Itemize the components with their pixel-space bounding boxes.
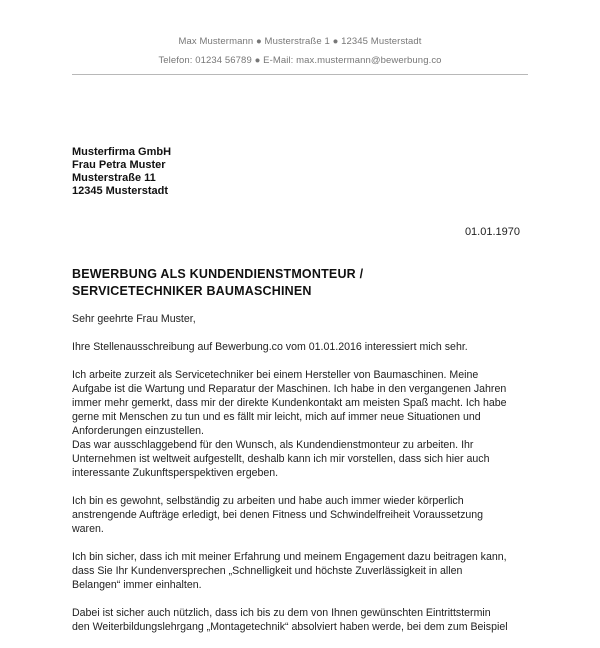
- paragraph-line: Aufgabe ist die Wartung und Reparatur der Maschinen. Ich habe in den vergangenen Jahren: [72, 383, 507, 395]
- paragraph-line: Ich arbeite zurzeit als Servicetechniker bei einem Hersteller von Baumaschinen. Meine: [72, 369, 479, 381]
- letter-date: 01.01.1970: [464, 226, 520, 238]
- sender-address-line: Max Mustermann ● Musterstraße 1 ● 12345 Musterstadt: [178, 36, 422, 47]
- subject-line-1: BEWERBUNG ALS KUNDENDIENSTMONTEUR /: [72, 267, 364, 281]
- recipient-company: Musterfirma GmbH: [72, 146, 172, 158]
- paragraph-line: Anforderungen einzustellen.: [72, 425, 204, 437]
- intro-paragraph: Ihre Stellenausschreibung auf Bewerbung.co vom 01.01.2016 interessiert mich sehr.: [72, 341, 468, 353]
- subject-line-2: SERVICETECHNIKER BAUMASCHINEN: [72, 284, 312, 298]
- paragraph-line: interessante Zukunftsperspektiven ergeben.: [72, 467, 279, 479]
- letter-subject: [72, 266, 542, 300]
- paragraph-4: [72, 606, 542, 634]
- paragraph-line: waren.: [72, 523, 104, 535]
- header-divider: [72, 74, 528, 75]
- recipient-street: Musterstraße 11: [72, 172, 156, 184]
- salutation: Sehr geehrte Frau Muster,: [72, 313, 196, 325]
- paragraph-line: Ich bin es gewohnt, selbständig zu arbeiten und habe auch immer wieder körperlich: [72, 495, 464, 507]
- paragraph-line: gerne mit Menschen zu tun und es fällt mir leicht, mich auf immer neue Situationen und: [72, 411, 481, 423]
- paragraph-line: dass Sie Ihr Kundenversprechen „Schnelligkeit und höchste Zuverlässigkeit in allen: [72, 565, 463, 577]
- paragraph-line: Dabei ist sicher auch nützlich, dass ich bis zu dem von Ihnen gewünschten Eintrittstermin: [72, 607, 491, 619]
- paragraph-line: Belangen“ immer einhalten.: [72, 579, 202, 591]
- paragraph-line: Unternehmen ist weltweit aufgestellt, deshalb kann ich mir vorstellen, dass sich hier auch: [72, 453, 490, 465]
- paragraph-1: [72, 368, 542, 480]
- paragraph-line: immer mehr gemerkt, dass mir der direkte Kundenkontakt am meisten Spaß macht. Ich habe: [72, 397, 507, 409]
- paragraph-line: Ich bin sicher, dass ich mit meiner Erfahrung und meinem Engagement dazu beitragen kann,: [72, 551, 507, 563]
- sender-contact-line: Telefon: 01234 56789 ● E-Mail: max.mustermann@bewerbung.co: [158, 55, 442, 66]
- paragraph-2: [72, 494, 542, 536]
- paragraph-line: Das war ausschlaggebend für den Wunsch, als Kundendienstmonteur zu arbeiten. Ihr: [72, 439, 474, 451]
- paragraph-line: anstrengende Aufträge erledigt, bei denen Fitness und Schwindelfreiheit Voraussetzung: [72, 509, 484, 521]
- recipient-address: [72, 146, 171, 198]
- recipient-contact: Frau Petra Muster: [72, 159, 166, 171]
- paragraph-3: [72, 550, 542, 592]
- paragraph-line: den Weiterbildungslehrgang „Montagetechnik“ absolviert haben werde, bei dem zum Beispiel: [72, 621, 508, 633]
- letter-body: [72, 312, 542, 648]
- recipient-city: 12345 Musterstadt: [72, 185, 168, 197]
